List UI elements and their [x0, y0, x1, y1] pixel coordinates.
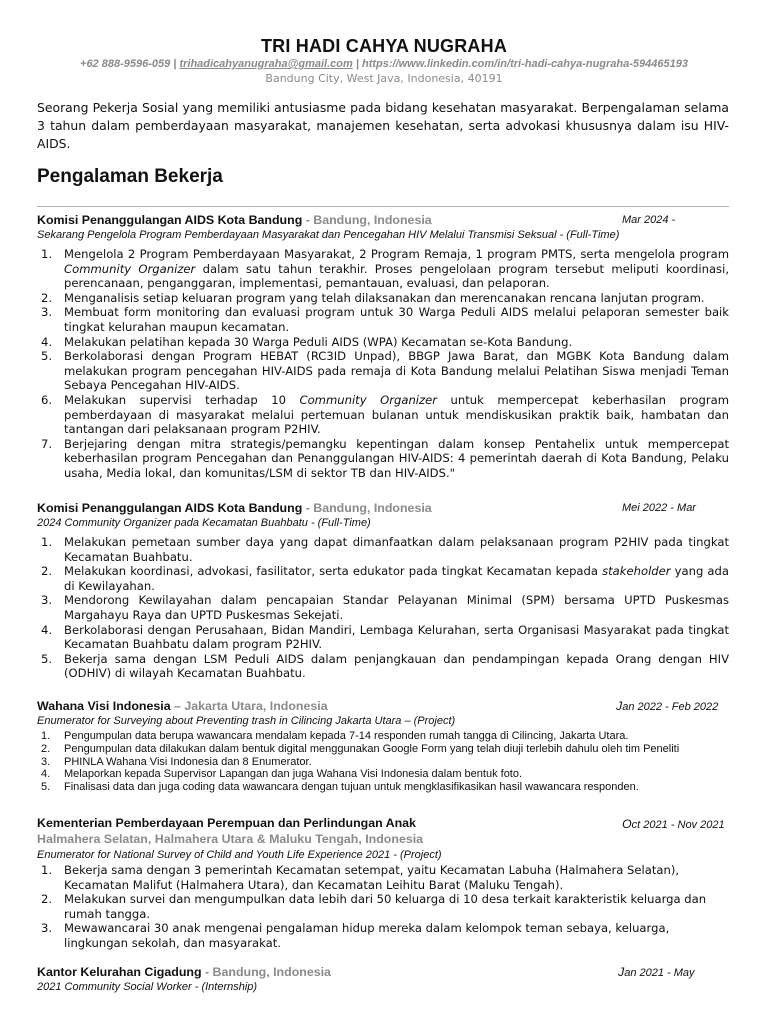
list-item: 3. PHINLA Wahana Visi Indonesia dan 8 Enumerator.: [41, 755, 312, 768]
professional-summary: Seorang Pekerja Sosial yang memiliki antusiasme pada bidang kesehatan masyarakat. Berpengalaman selama 3 tahun dalam pemberdayaan masyarakat, manajemen kesehatan, serta advokasi khususnya dalam isu HIV-AIDS.: [37, 100, 729, 151]
list-item: 5. Berkolaborasi dengan Program HEBAT (RC3ID Unpad), BBGP Jawa Barat, dan MGBK Kota Bandung dalam melakukan program pencegahan HIV-AIDS pada remaja di Kota Bandung melalui Pelatihan Siswa menjadi Teman Sebaya Pencegahan HIV-AIDS.: [41, 349, 729, 393]
list-item: 2. Melakukan koordinasi, advokasi, fasilitator, serta edukator pada tingkat Kecamatan kepada stakeholder yang ada di Kewilayahan.: [41, 564, 729, 593]
list-item: 4. Melaporkan kepada Supervisor Lapangan dan juga Wahana Visi Indonesia dalam bentuk foto.: [41, 768, 523, 781]
list-item: 1. Melakukan pemetaan sumber daya yang dapat dimanfaatkan dalam pelaksanaan program P2HIV pada tingkat Kecamatan Buahbatu.: [41, 535, 729, 564]
list-item: 1. Mengelola 2 Program Pemberdayaan Masyarakat, 2 Program Remaja, 1 program PMTS, serta mengelola program Community Organizer dalam satu tahun terakhir. Proses pengelolaan program tersebut meliputi koordinasi, perencanaan, penganggaran, implementasi, pemantauan, evaluasi, dan pelaporan.: [41, 247, 730, 291]
experience-org: Komisi Penanggulangan AIDS Kota Bandung - Bandung, Indonesia: [37, 501, 432, 515]
section-divider: [37, 206, 729, 207]
experience-date: Jan 2022 - Feb 2022: [616, 699, 719, 713]
email-link[interactable]: trihadicahyanugraha@gmail.com: [179, 58, 353, 70]
list-item: 4. Melakukan pelatihan kepada 30 Warga Peduli AIDS (WPA) Kecamatan se-Kota Bandung.: [41, 334, 573, 349]
experience-org: Kantor Kelurahan Cigadung - Bandung, Indonesia: [37, 965, 331, 979]
list-item: 3. Mendorong Kewilayahan dalam pencapaian Standar Pelayanan Minimal (SPM) bersama UPTD Puskesmas Margahayu Raya dan UPTD Puskesmas Sekejati.: [41, 593, 729, 622]
list-item: 2. Melakukan survei dan mengumpulkan data lebih dari 50 keluarga di 10 desa terkait karakteristik keluarga dan rumah tangga.: [41, 892, 707, 921]
experience-location: Halmahera Selatan, Halmahera Utara & Maluku Tengah, Indonesia: [37, 832, 424, 846]
section-title-experience: Pengalaman Bekerja: [37, 166, 223, 187]
experience-role: Enumerator for National Survey of Child and Youth Life Experience 2021 - (Project): [37, 849, 442, 861]
experience-duties: [37, 535, 729, 681]
list-item: 6. Melakukan supervisi terhadap 10 Community Organizer untuk mempercepat keberhasilan program pemberdayaan di masyarakat melalui pertemuan bulanan untuk mendiskusikan praktik baik, hambatan dan tantangan dari pelaksanaan program P2HIV.: [41, 392, 729, 437]
candidate-name: TRI HADI CAHYA NUGRAHA: [260, 36, 508, 56]
list-item: 5. Finalisasi data dan juga coding data wawancara dengan tujuan untuk mengklasifikasikan hasil wawancara responden.: [41, 781, 639, 794]
experience-date: Jan 2021 - May: [618, 965, 695, 979]
experience-location: – Jakarta Utara, Indonesia: [170, 699, 328, 713]
experience-date: Mar 2024 -: [622, 214, 676, 226]
experience-org: Kementerian Pemberdayaan Perempuan dan Perlindungan Anak: [37, 816, 416, 830]
list-item: 1. Pengumpulan data berupa wawancara mendalam kepada 7-14 responden rumah tangga di Cilincing, Jakarta Utara.: [41, 730, 629, 742]
experience-role: Enumerator for Surveying about Preventing trash in Cilincing Jakarta Utara – (Project): [37, 715, 456, 727]
linkedin-link[interactable]: https://www.linkedin.com/in/tri-hadi-cahya-nugraha-594465193: [361, 58, 688, 70]
list-item: 7. Berjejaring dengan mitra strategis/pemangku kepentingan dalam konsep Pentahelix untuk mempercepat keberhasilan program Pencegahan dan Penanggulangan HIV-AIDS: 4 pemerintah daerah di Kota Bandung, Pelaku usaha, Media lokal, dan komunitas/LSM di sektor TB dan HIV-AIDS.": [41, 436, 729, 480]
experience-role: 2024 Community Organizer pada Kecamatan Buahbatu - (Full-Time): [37, 517, 371, 529]
address: Bandung City, West Java, Indonesia, 40191: [265, 72, 503, 85]
experience-date: Mei 2022 - Mar: [622, 502, 696, 514]
experience-duties: [37, 730, 729, 794]
experience-duties: [37, 863, 729, 951]
experience-role: 2021 Community Social Worker - (Internship): [37, 981, 258, 993]
experience-date: Oct 2021 - Nov 2021: [622, 817, 725, 831]
list-item: 3. Membuat form monitoring dan evaluasi program untuk 30 Warga Peduli AIDS melalui pelaporan semester baik tingkat kelurahan maupun kecamatan.: [41, 305, 729, 334]
experience-location: - Bandung, Indonesia: [302, 213, 432, 227]
experience-duties: [37, 247, 729, 481]
list-item: 2. Menganalisis setiap keluaran program yang telah dilaksanakan dan merencanakan rencana lanjutan program.: [41, 290, 705, 305]
list-item: 2. Pengumpulan data dilakukan dalam bentuk digital menggunakan Google Form yang telah diuji terlebih dahulu oleh tim Peneliti: [41, 742, 680, 755]
list-item: 1. Bekerja sama dengan 3 pemerintah Kecamatan setempat, yaitu Kecamatan Labuha (Halmahera Selatan), Kecamatan Malifut (Halmahera Utara), dan Kecamatan Leihitu Barat (Maluku Tengah).: [41, 863, 680, 892]
experience-org: Komisi Penanggulangan AIDS Kota Bandung - Bandung, Indonesia: [37, 213, 432, 227]
experience-location: - Bandung, Indonesia: [302, 501, 432, 515]
experience-location: - Bandung, Indonesia: [201, 965, 331, 979]
phone-number: +62 888-9596-059: [80, 58, 171, 70]
list-item: 3. Mewawancarai 30 anak mengenai pengalaman hidup mereka dalam kelompok teman sebaya, keluarga, lingkungan sekolah, dan masyarakat.: [41, 921, 670, 950]
experience-role: Sekarang Pengelola Program Pemberdayaan Masyarakat dan Pencegahan HIV Melalui Transmisi Seksual - (Full-Time): [37, 229, 620, 241]
contact-line: +62 888-9596-059 | trihadicahyanugraha@gmail.com | https://www.linkedin.com/in/tri-hadi-cahya-nugraha-594465193: [80, 58, 688, 70]
list-item: 4. Berkolaborasi dengan Perusahaan, Bidan Mandiri, Lembaga Kelurahan, serta Organisasi Masyarakat pada tingkat Kecamatan Buahbatu dalam program P2HIV.: [41, 622, 729, 652]
experience-org: Wahana Visi Indonesia – Jakarta Utara, Indonesia: [37, 699, 328, 713]
list-item: 5. Bekerja sama dengan LSM Peduli AIDS dalam penjangkauan dan pendampingan kepada Orang dengan HIV (ODHIV) di wilayah Kecamatan Buahbatu.: [41, 651, 729, 681]
